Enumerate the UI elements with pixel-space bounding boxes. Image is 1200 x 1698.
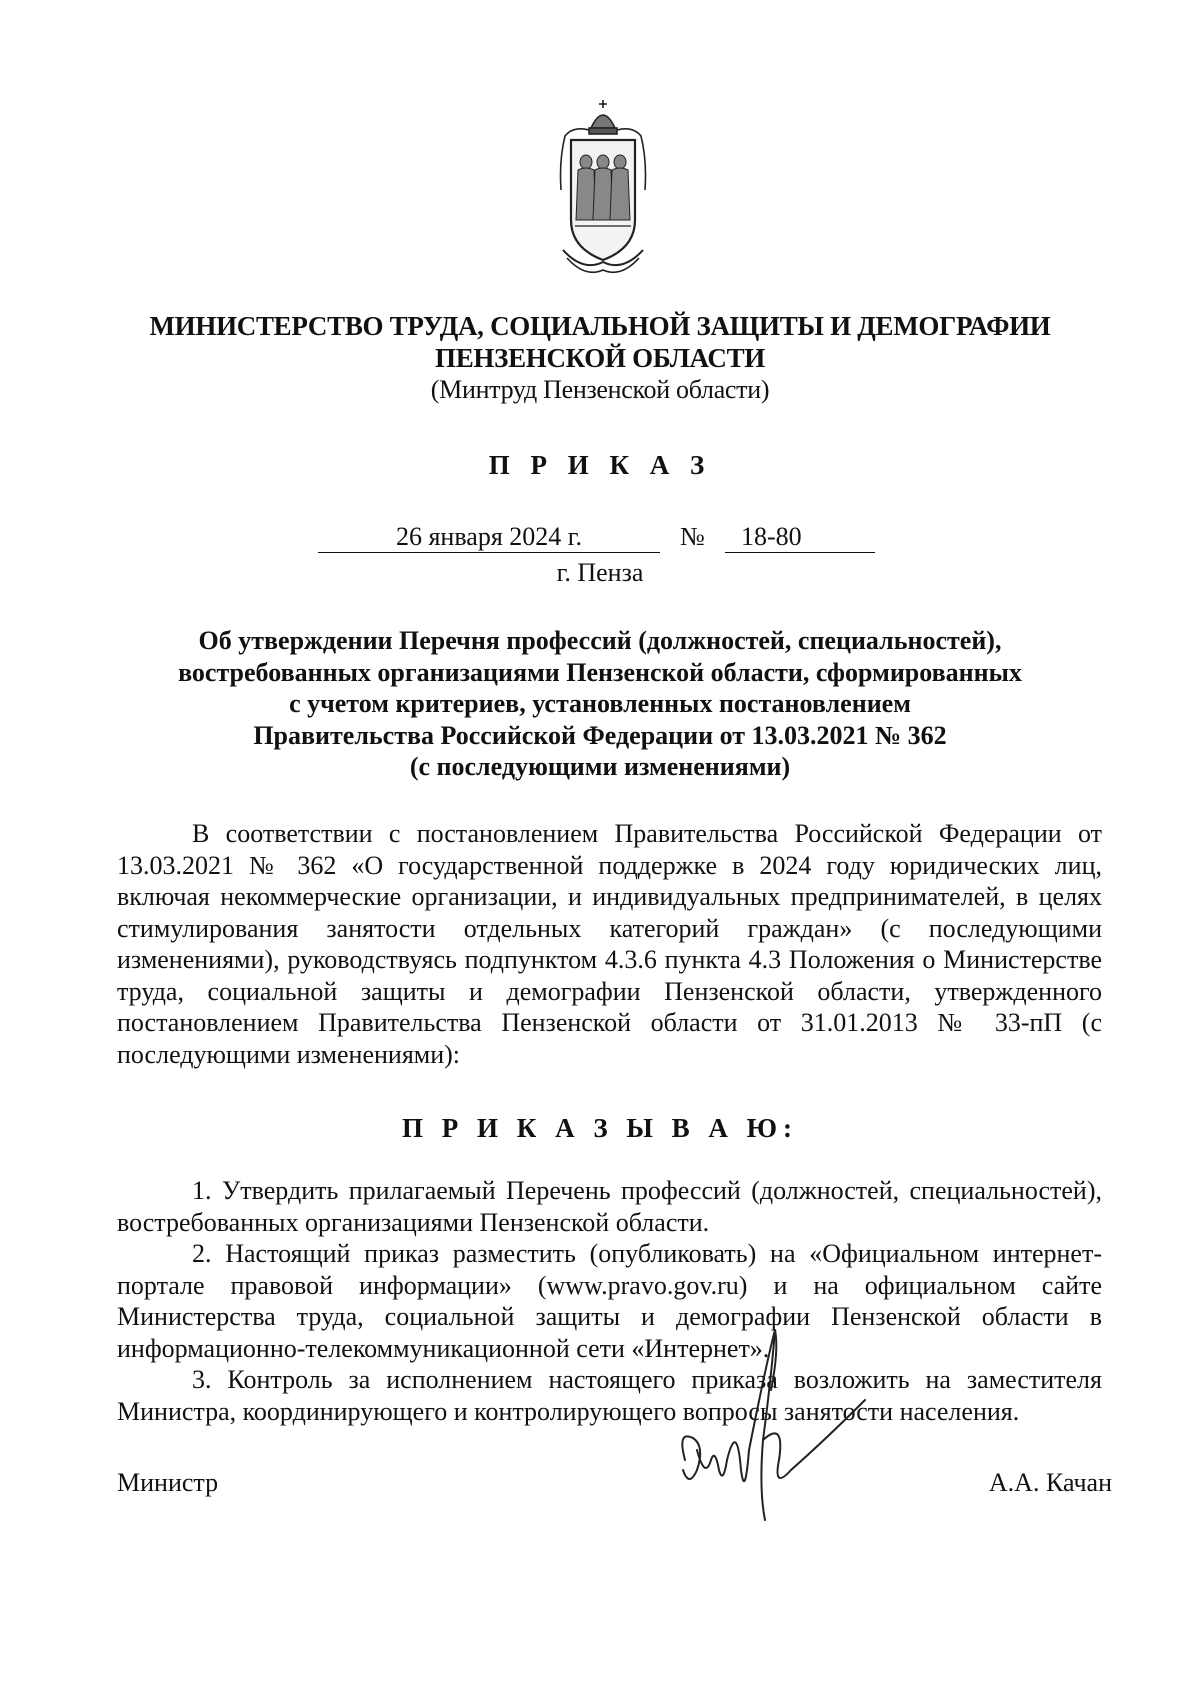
order-item-2: 2. Настоящий приказ разместить (опубликовать) на «Официальном интернет-портале правовой информации» (www.pravo.gov.ru) и на официальном сайте Министерства труда, социальной защиты и демографии Пензенской области в информационно-телекоммуникационной сети «Интернет». bbox=[117, 1239, 1102, 1363]
subject-line-1: Об утверждении Перечня профессий (должностей, специальностей), bbox=[198, 626, 1002, 655]
order-item-1: 1. Утвердить прилагаемый Перечень профессий (должностей, специальностей), востребованных организациями Пензенской области. bbox=[117, 1176, 1102, 1237]
order-directive-word: П Р И К А З Ы В А Ю: bbox=[402, 1113, 798, 1143]
order-items bbox=[117, 1175, 1102, 1427]
signatory-name: А.А. Качан bbox=[988, 1468, 1112, 1497]
order-item-3: 3. Контроль за исполнением настоящего приказа возложить на заместителя Министра, координирующего и контролирующего вопросы занятости населения. bbox=[117, 1365, 1102, 1426]
ministry-name-line-1: МИНИСТЕРСТВО ТРУДА, СОЦИАЛЬНОЙ ЗАЩИТЫ И ДЕМОГРАФИИ bbox=[149, 311, 1051, 341]
subject-line-2: востребованных организациями Пензенской области, сформированных bbox=[178, 657, 1022, 687]
order-date-number-line bbox=[0, 522, 1200, 556]
order-subject bbox=[0, 625, 1200, 783]
order-date: 26 января 2024 г. bbox=[318, 522, 660, 553]
coat-of-arms-icon bbox=[553, 100, 653, 278]
signatory-position: Министр bbox=[117, 1468, 219, 1497]
order-number: 18-80 bbox=[725, 522, 875, 553]
ministry-header bbox=[0, 310, 1200, 406]
handwritten-signature bbox=[675, 1320, 895, 1540]
order-title: П Р И К А З bbox=[488, 450, 712, 480]
order-city: г. Пенза bbox=[556, 558, 644, 587]
preamble-block bbox=[117, 818, 1102, 1070]
ministry-name-line-2: ПЕНЗЕНСКОЙ ОБЛАСТИ bbox=[435, 343, 765, 373]
ministry-abbreviation: (Минтруд Пензенской области) bbox=[430, 375, 770, 404]
subject-line-5: (с последующими изменениями) bbox=[409, 752, 791, 781]
preamble-paragraph: В соответствии с постановлением Правительства Российской Федерации от 13.03.2021 № 362 «О государственной поддержке в 2024 году юридических лиц, включая некоммерческие организации, и индивидуальных предпринимателей, в целях стимулирования занятости отдельных категорий граждан» (с последующими изменениями), руководствуясь подпунктом 4.3.6 пункта 4.3 Положения о Министерстве труда, социальной защиты и демографии Пензенской области, утвержденного постановлением Правительства Пензенской области от 31.01.2013 № 33-пП (с последующими изменениями): bbox=[117, 819, 1102, 1069]
subject-line-3: с учетом критериев, установленных постановлением bbox=[289, 689, 911, 718]
subject-line-4: Правительства Российской Федерации от 13.03.2021 № 362 bbox=[253, 720, 947, 750]
number-sign: № bbox=[680, 522, 705, 551]
